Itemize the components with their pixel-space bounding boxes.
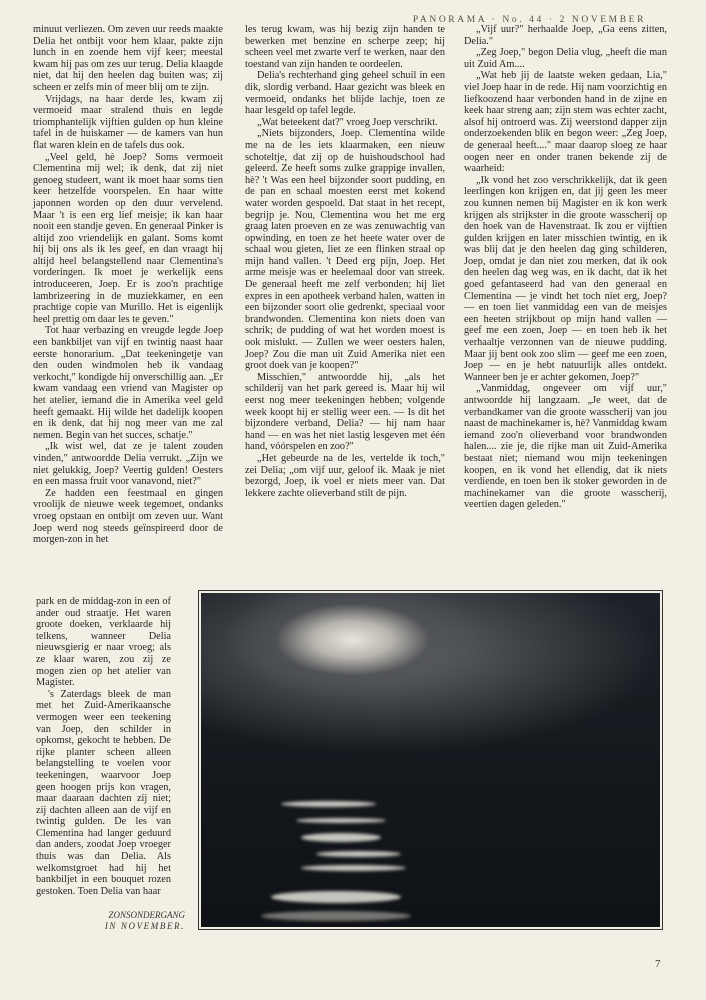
article-column-1: [33, 24, 223, 546]
paragraph: „Veel geld, hè Joep? Soms vermoeit Clementina mij wel; ik denk, dat zij niet genoeg studeert, want ik moet haar soms tien keer hetzelfde voorspelen. En haar witte japonnen worden op den duur vervelend. Maar 't is een erg lief meisje; ik kan haar nooit een standje geven. En generaal Pinker is altijd zoo vriendelijk en galant. Soms komt hij bij ons als ik les geef, en dan vraagt hij altijd heel belangstellend naar Clementina's vorderingen. Ik moet je werkelijk eens introduceeren, Joep. Er is zoo'n prachtige lambrizeering in de muziekkamer, en een prachtige copie van Murillo. Het is eigenlijk heel prettig om daar les te geven.": [33, 151, 223, 325]
moon-reflection: [301, 833, 381, 842]
article-column-1-continued: [36, 596, 171, 897]
paragraph: Delia's rechterhand ging geheel schuil in een dik, slordig verband. Haar gezicht was bleek en vermoeid, ondanks het blijde lachje, toen ze haar lesgeld op tafel legde.: [245, 70, 445, 117]
figure-caption: [90, 910, 185, 932]
paragraph: park en de middag-zon in een of ander oud straatje. Het waren groote doeken, verklaarde hij telkens, wanneer Delia nieuwsgierig er naar vroeg; als ze klaar waren, zou zij ze mogen zien op het atelier van Magister.: [36, 596, 171, 689]
moon-reflection: [316, 851, 401, 857]
paragraph: 's Zaterdags bleek de man met het Zuid-Amerikaansche vermogen weer een teekening van Joep, den schilder in opkomst, gekocht te hebben. De rijke planter scheen alleen belangstelling te voelen voor teekeningen, waarvoor Joep geen hoogen prijs kon vragen, maar daaraan dachten zij niet; zij dachten alleen aan de vijf en twintig gulden. De les van Clementina had langer geduurd dan anders, zoodat Joep vroeger thuis was dan Delia. Als welkomstgroet had hij het bankbiljet in een bouquet rozen gestoken. Toen Delia van haar: [36, 688, 171, 897]
moon-reflection: [271, 891, 401, 903]
moon-reflection: [301, 865, 406, 871]
moon-reflection: [296, 818, 386, 823]
paragraph: „Vijf uur?" herhaalde Joep, „Ga eens zitten, Delia.": [464, 24, 667, 47]
paragraph: „Zeg Joep," begon Delia vlug, „heeft die man uit Zuid Am....: [464, 47, 667, 70]
paragraph: Misschien," antwoordde hij, „als het schilderij van het park gereed is. Maar hij wil eerst nog meer teekeningen hebben; volgende week koopt hij er stellig weer een. — Is dit het bijzondere verband, Delia? — hij nam haar hand — en was het niet lastig lesgeven met één hand, vóórspelen en zoo?": [245, 371, 445, 453]
moonlit-sea-photo: [201, 593, 660, 927]
page-number: 7: [655, 958, 661, 970]
paragraph: Vrijdags, na haar derde les, kwam zij vermoeid maar stralend thuis en legde triomphantelijk vijftien gulden op hun kleine tafel in de huiskamer — de kamers van hun flat waren klein en de tafels dus ook.: [33, 93, 223, 151]
paragraph: „Wat heb jij de laatste weken gedaan, Lia," viel Joep haar in de rede. Hij nam voorzichtig en liefkoozend haar verbonden hand in de zijne en keek haar streng aan; zijn stem was echter zacht, alsof hij ontroerd was. Zij weerstond dapper zijn onderzoekenden blik en begon weer: „Zeg Joep, de generaal heeft...." maar daarop sloeg ze haar oogen neer en onder tranen bekende zij de waarheid:: [464, 70, 667, 175]
paragraph: „Ik wist wel, dat ze je talent zouden vinden," antwoordde Delia verrukt. „Zijn we niet gelukkig, Joep? Veertig gulden! Oesters en een massa fruit voor vanavond, niet?": [33, 441, 223, 488]
paragraph: „Vanmiddag, ongeveer om vijf uur," antwoordde hij langzaam. „Je weet, dat de verbandkamer van die groote wasscherij van jou naast de machinekamer is, hè? Vanmiddag kwam iemand zoo'n olieverband voor brandwonden halen.... zie je, die rijke man uit Zuid-Amerika bestaat niet; niemand wou mijn teekeningen koopen, en ik vond het ellendig, dat ik niets verdiende, en toen ben ik stoker geworden in de machinekamer van die groote wasscherij, veertien dagen geleden.": [464, 383, 667, 511]
paragraph: „Het gebeurde na de les, vertelde ik toch," zei Delia; „om vijf uur, geloof ik. Maak je niet bezorgd, Joep, ik voel er niets meer van. Dat lekkere zachte olieverband stilt de pijn.: [245, 452, 445, 499]
article-column-3: [464, 24, 667, 511]
paragraph: „Ik vond het zoo verschrikkelijk, dat ik geen leerlingen kon krijgen en, dat jij geen les meer zou kunnen nemen bij Magister en ik kon werk krijgen als strijkster in die groote wasscherij op den hoek van de Havenstraat. Ik zou er vijftien gulden krijgen en later misschien twintig, en ik was blij dat je den heelen dag ging schilderen, Joep, omdat je dan niet zou merken, dat ik ook den heelen dag weg was, en ik dacht, dat ik het goed gefantaseerd had van den generaal en Clementina — je vindt het toch niet erg, Joep? — en toen liet vanmiddag een van de meisjes een heeten strijkbout op mijn hand vallen — geef me een zoen, Joep — en toen heb ik het verhaaltje verzonnen van de nieuwe pudding. Maar jij bent ook zoo slim — geef me een zoen, Joep — en je hebt natuurlijk alles ontdekt. Wanneer ben je er achter gekomen, Joep?": [464, 174, 667, 383]
moon-reflection: [281, 801, 376, 807]
paragraph: les terug kwam, was hij bezig zijn handen te bewerken met benzine en scherpe zeep; hij scheen veel met zwarte verf te werken, naar den toestand van zijn handen te oordeelen.: [245, 24, 445, 70]
caption-line: ZONSONDERGANG: [108, 910, 185, 920]
paragraph: Tot haar verbazing en vreugde legde Joep een bankbiljet van vijf en twintig naast haar eerste honorarium. „Dat teekeningetje van den ouden windmolen heb ik vandaag verkocht," kondigde hij onverschillig aan. „Er kwam vandaag een vriend van Magister op het atelier, iemand die in Amerika veel geld heeft gemaakt. Hij wilde het dadelijk koopen en ik denk, dat hij nog meer van me zal nemen. Begin van het succes, schatje.": [33, 325, 223, 441]
paragraph: Ze hadden een feestmaal en gingen vroolijk de nieuwe week tegemoet, ondanks vroeg opstaan en ontbijt om zeven uur. Want Joep werd nog steeds geïnspireerd door de morgen-zon in het: [33, 487, 223, 546]
paragraph: minuut verliezen. Om zeven uur reeds maakte Delia het ontbijt voor hem klaar, pakte zijn lunch in en zoende hem vijf keer; meestal kwam hij pas om zes uur terug. Delia klaagde niet, dat hij den heelen dag buiten was; zij scheen er zelfs min of meer blij om te zijn.: [33, 24, 223, 93]
caption-line: IN NOVEMBER.: [104, 921, 185, 931]
paragraph: „Niets bijzonders, Joep. Clementina wilde me na de les iets klaarmaken, een nieuw schoteltje, dat zij op de huishoudschool had geleerd. Ze heeft soms zulke grappige invallen, hè? 't Was een heel bijzonder soort pudding, en de pan en schaal moesten eerst met kokend water worden gespoeld. Dat staat in het recept, begrijp je. Nou, Clementina wou het me erg graag laten proeven en ze was zenuwachtig van opwinding, en toen ze het heete water over de schaal wou gieten, liet ze een flinken straal op mijn hand vallen. 't Deed erg pijn, Joep. Het arme meisje was er heelemaal door van streek. De generaal heeft me zelf verbonden; hij liet expres in een apotheek verband halen, watten in een bijzonder soort olie gedrenkt, speciaal voor brandwonden. Clementina kon niets doen van schrik; de pudding of wat het worden moest is ook mislukt. — Zullen we weer oesters halen, Joep? Zou die man uit Zuid Amerika niet een groot doek van je koopen?": [245, 128, 445, 372]
paragraph: „Wat beteekent dat?" vroeg Joep verschrikt.: [257, 116, 438, 128]
article-column-2: [245, 24, 445, 499]
photo-frame: [198, 590, 663, 930]
moon-reflection: [261, 911, 411, 921]
running-head: PANORAMA · No. 44 · 2 NOVEMBER: [412, 15, 646, 25]
